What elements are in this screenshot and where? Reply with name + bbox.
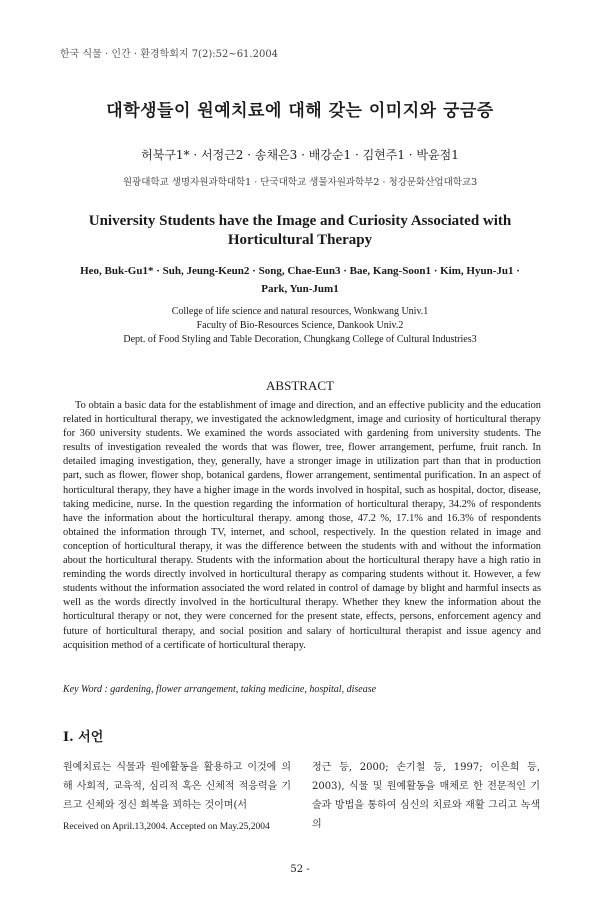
english-title	[0, 212, 600, 250]
english-affiliations	[0, 305, 600, 347]
korean-affiliations: 원광대학교 생명자원과학대학1 · 단국대학교 생물자원과학부2 · 청강문화산업대학교3	[122, 177, 478, 188]
section-heading-introduction: Ⅰ. 서언	[63, 730, 104, 745]
received-date: Received on April.13,2004. Accepted on May.25,2004	[63, 822, 270, 832]
english-title-line1: University Students have the Image and Curiosity Associated with	[88, 213, 512, 229]
intro-column-right	[312, 758, 540, 834]
english-authors	[60, 262, 540, 298]
abstract-body: To obtain a basic data for the establishment of image and direction, and an effective publicity and the education related in horticultural therapy, we investigated the acknowledgment, image and curiosity of horticultural therapy for 360 university students. We examined the words associated with gardening from university students. The results of investigation revealed the words that was flower, tree, flower arrangement, perfume, fruit ranch. In detailed imaging investigation, they, generally, have a stronger image in utilization part than that in production part, such as flower, flower shop, botanical gardens, flower arrangement, sentimental purification. In an aspect of horticultural therapy, they have a higher image in the words involved in hospital, such as hospital, doctor, disease, taking medicine, nurse. In the question regarding the information of horticultural therapy, 34.2% of respondents have the information about the horticultural therapy. among those, 47.2 %, 17.1% and 16.3% of respondents obtained the information through TV, internet, and school, respectively. In the question related in image and conception of horticultural therapy, it was the difference between the students with and without the information about the horticultural therapy. Students with the information about the horticultural therapy have a high ratio in reminding the words directly involved in horticultural therapy as comparing students without it. However, a few students without the information associated the word related in control of damage by blight and harmful insects as well as the words directly involved in the horticultural therapy. Whether they knew the information about the horticultural therapy or not, they were concerned for the present state, effects, persons, enforcement agency and future of horticultural therapy, and social position and salary of horticultural therapist and issue agency and acquisition method of a certificate of horticultural therapy.	[63, 400, 541, 651]
journal-reference: 한국 식물 · 인간 · 환경학회지 7(2):52~61.2004	[60, 49, 279, 60]
affiliation-3: Dept. of Food Styling and Table Decoration, Chungkang College of Cultural Industries3	[123, 334, 477, 345]
korean-authors: 허북구1* · 서정근2 · 송채은3 · 배강순1 · 김현주1 · 박윤점1	[141, 148, 459, 162]
intro-paragraph-right: 정근 등, 2000; 손기철 등, 1997; 이은희 등, 2003), 식물 및 원예활동을 매체로 한 전문적인 기술과 방법을 통하여 심신의 치료와 재활 그리고 녹색의	[312, 762, 540, 830]
intro-paragraph-left: 원예치료는 식물과 원예활동을 활용하고 이것에 의해 사회적, 교육적, 심리적 혹은 신체적 적응력을 기르고 신체와 정신 회복을 꾀하는 것이며(서	[63, 762, 291, 811]
keywords: Key Word : gardening, flower arrangement, taking medicine, hospital, disease	[63, 684, 377, 695]
affiliation-2: Faculty of Bio-Resources Science, Dankook Univ.2	[196, 320, 404, 331]
page-number: 52 -	[290, 864, 310, 875]
intro-column-left	[63, 758, 291, 815]
english-title-line2: Horticultural Therapy	[227, 232, 373, 248]
english-authors-line2: Park, Yun-Jum1	[261, 283, 339, 295]
affiliation-1: College of life science and natural resources, Wonkwang Univ.1	[171, 306, 429, 317]
english-authors-line1: Heo, Buk-Gu1* · Suh, Jeung-Keun2 · Song, Chae-Eun3 · Bae, Kang-Soon1 · Kim, Hyun-Ju1 ·	[80, 265, 520, 277]
korean-title: 대학생들이 원예치료에 대해 갖는 이미지와 궁금증	[106, 101, 494, 121]
abstract-heading: ABSTRACT	[266, 378, 334, 393]
